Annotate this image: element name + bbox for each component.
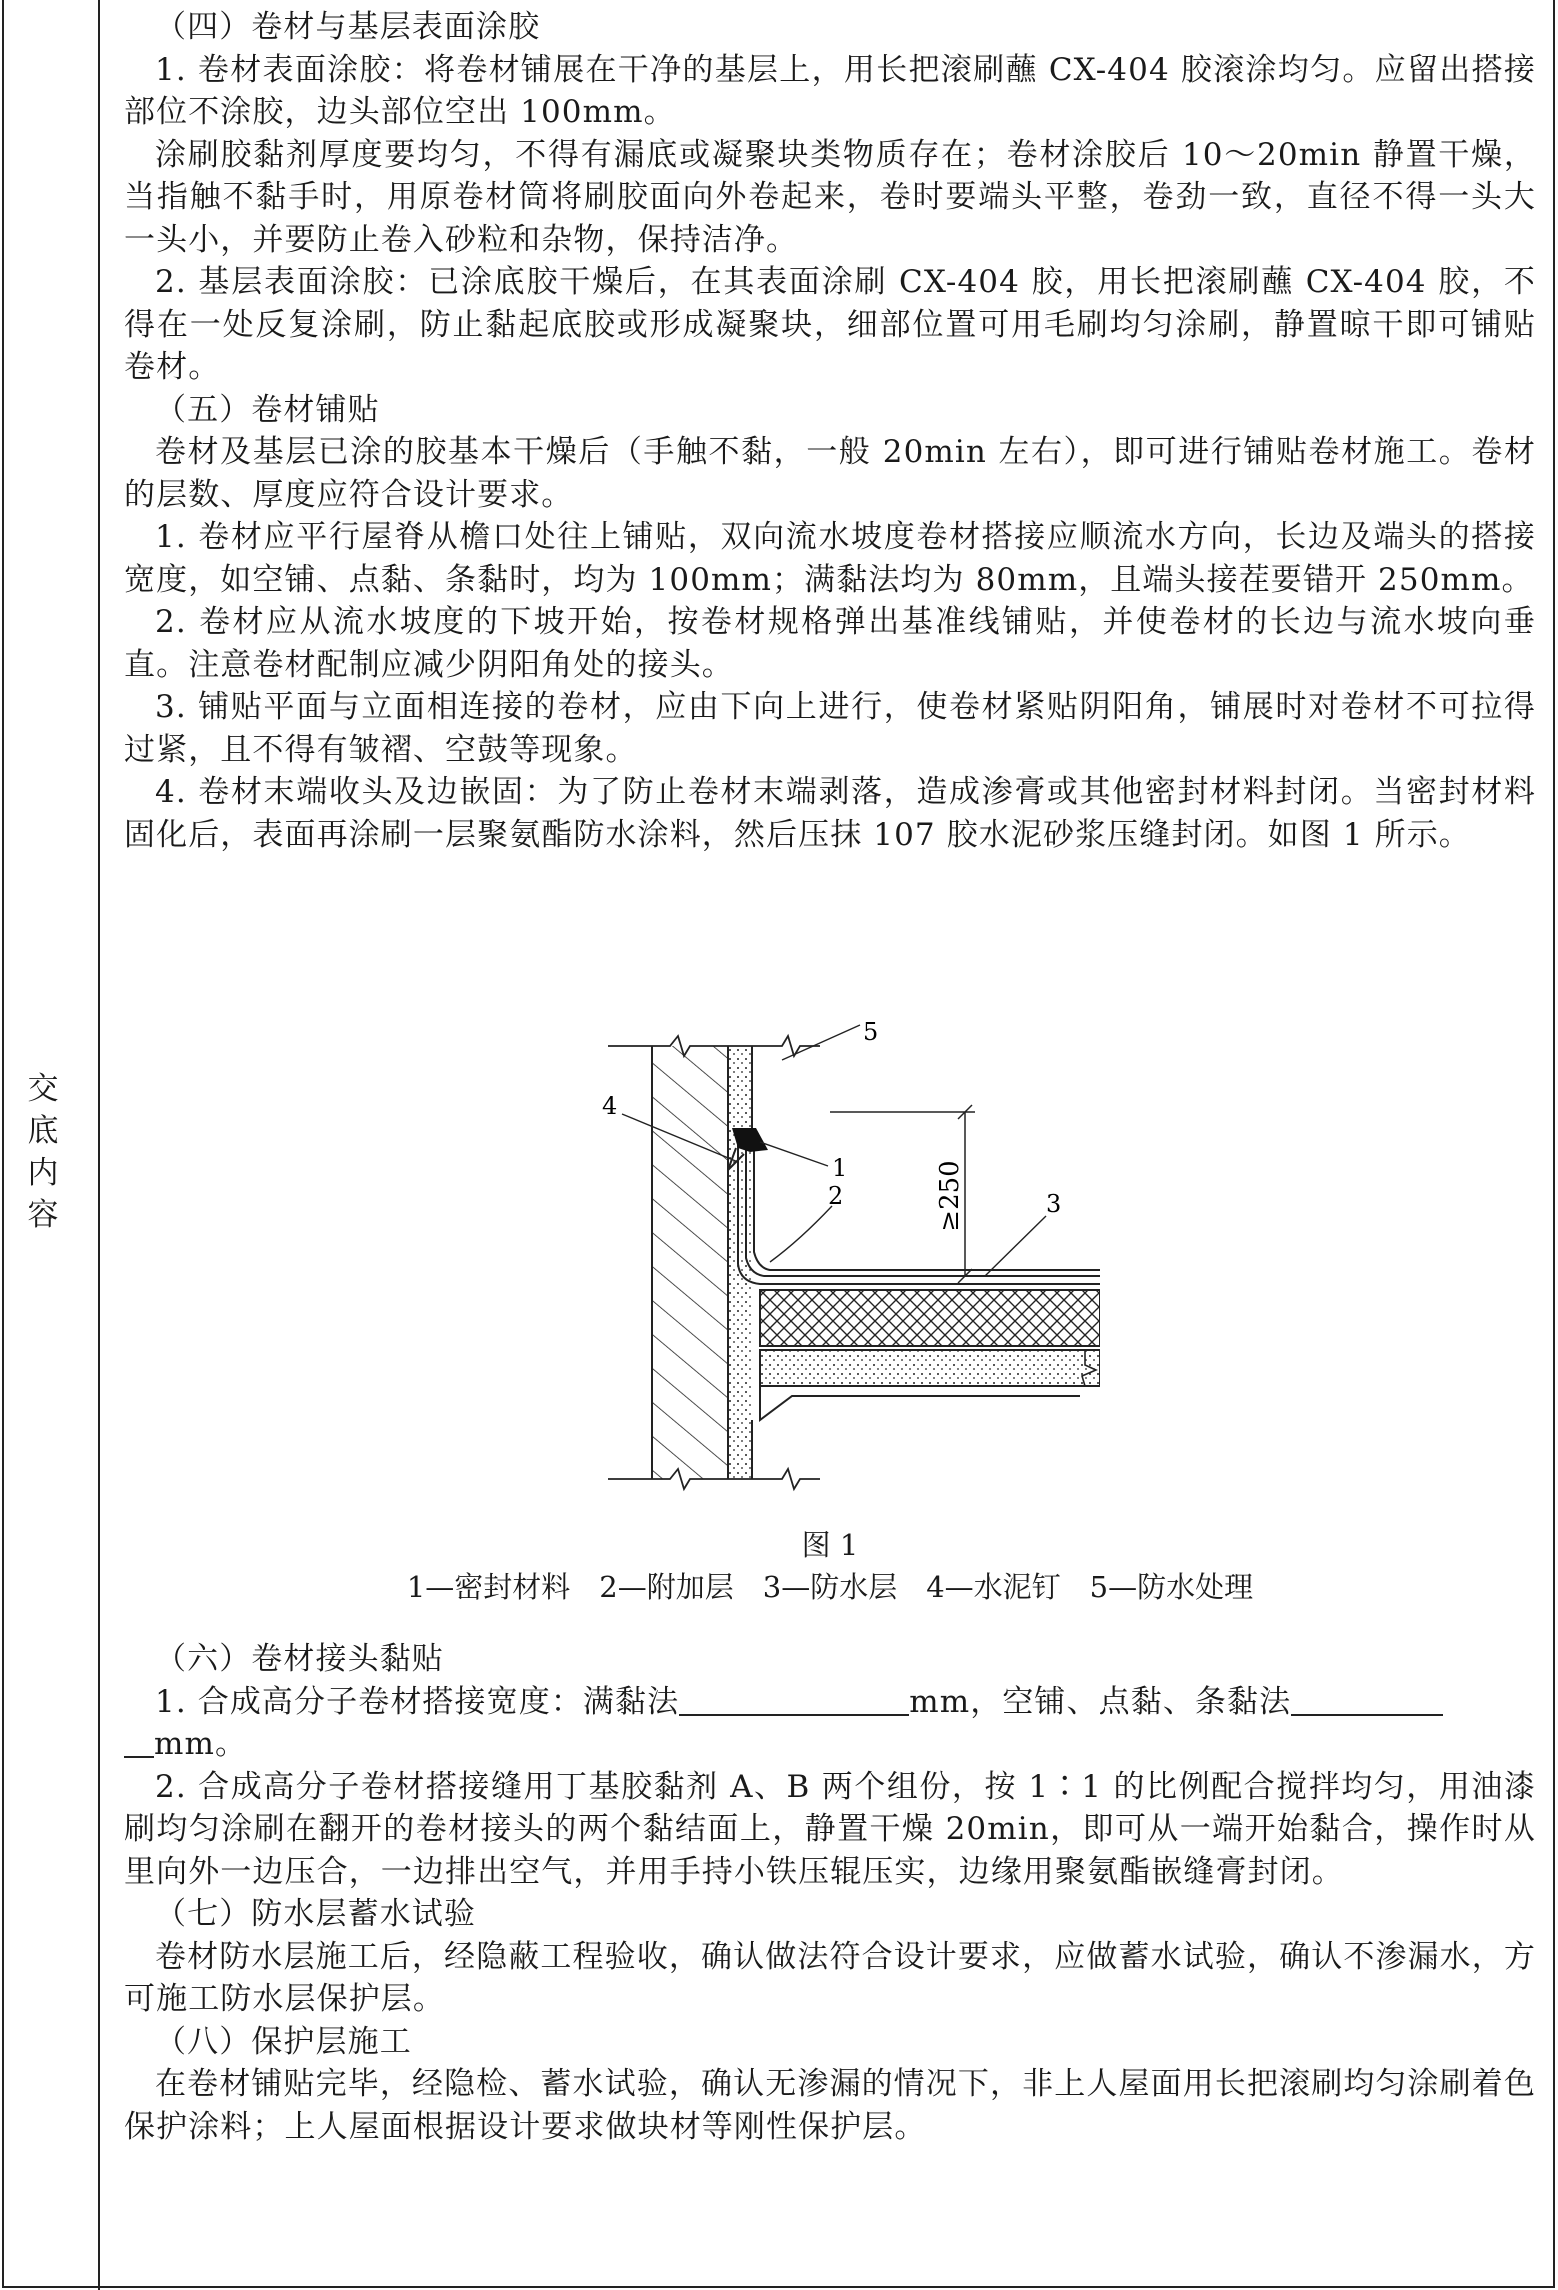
- section-4-paragraph: 涂刷胶黏剂厚度要均匀，不得有漏底或凝聚块类物质存在；卷材涂胶后 10～20min 静置干燥，当指触不黏手时，用原卷材筒将刷胶面向外卷起来，卷时要端头平整，卷劲一致，直径不得一头大一头小，并要防止卷入砂粒和杂物，保持洁净。: [124, 136, 1536, 258]
- section-7-paragraph: 卷材防水层施工后，经隐蔽工程验收，确认做法符合设计要求，应做蓄水试验，确认不渗漏水，方可施工防水层保护层。: [124, 1938, 1536, 2017]
- figure-1-diagram: [560, 1020, 1100, 1505]
- callout-1: 1: [832, 1154, 848, 1182]
- section-5-heading: （五）卷材铺贴: [155, 391, 380, 428]
- section-7-heading: （七）防水层蓄水试验: [155, 1896, 476, 1932]
- section-6-heading: （六）卷材接头黏贴: [155, 1641, 444, 1677]
- dimension-label: ≥250: [935, 1160, 965, 1232]
- fill-in-blank[interactable]: [679, 1684, 909, 1716]
- section-5-paragraph: 3. 铺贴平面与立面相连接的卷材，应由下向上进行，使卷材紧贴阴阳角，铺展时对卷材不可拉得过紧，且不得有皱褶、空鼓等现象。: [124, 689, 1536, 768]
- column-divider: [98, 0, 100, 2290]
- callout-3: 3: [1046, 1190, 1062, 1218]
- fill-in-blank[interactable]: [124, 1726, 154, 1758]
- roof-slab: [760, 1350, 1100, 1386]
- wall-hatching: [652, 1046, 728, 1479]
- side-label: [20, 1068, 66, 1236]
- fill-text: 1. 合成高分子卷材搭接宽度：满黏法: [155, 1683, 680, 1720]
- side-label-char: 交: [27, 1071, 59, 1107]
- section-6-paragraph: 2. 合成高分子卷材搭接缝用丁基胶黏剂 A、B 两个组份，按 1∶1 的比例配合搅拌均匀，用油漆刷均匀涂刷在翻开的卷材接头的两个黏结面上，静置干燥 20min，即可从一端开始黏合，操作时从里向外一边压合，一边排出空气，并用手持小铁压辊压实，边缘用聚氨酯嵌缝膏封闭。: [124, 1768, 1536, 1890]
- section-6-paragraph: [124, 1681, 1536, 1766]
- fill-text: mm。: [154, 1726, 248, 1762]
- insulation-layer: [760, 1290, 1100, 1346]
- section-5-paragraph: 4. 卷材末端收头及边嵌固：为了防止卷材末端剥落，造成渗膏或其他密封材料封闭。当密封材料固化后，表面再涂刷一层聚氨酯防水涂料，然后压抹 107 胶水泥砂浆压缝封闭。如图 1 所示。: [124, 774, 1536, 853]
- side-label-char: 容: [27, 1197, 59, 1233]
- figure-legend: 1—密封材料 2—附加层 3—防水层 4—水泥钉 5—防水处理: [406, 1570, 1254, 1604]
- fill-in-blank[interactable]: [1291, 1684, 1443, 1716]
- section-8-paragraph: 在卷材铺贴完毕，经隐检、蓄水试验，确认无渗漏的情况下，非上人屋面用长把滚刷均匀涂刷着色保护涂料；上人屋面根据设计要求做块材等刚性保护层。: [124, 2066, 1536, 2145]
- callout-5: 5: [863, 1020, 879, 1046]
- callout-4: 4: [602, 1092, 618, 1120]
- fill-text: mm，空铺、点黏、条黏法: [909, 1683, 1292, 1720]
- section-4-heading: （四）卷材与基层表面涂胶: [155, 9, 541, 45]
- section-4-paragraph: 1. 卷材表面涂胶：将卷材铺展在干净的基层上，用长把滚刷蘸 CX-404 胶滚涂均匀。应留出搭接部位不涂胶，边头部位空出 100mm。: [124, 51, 1536, 130]
- side-label-char: 底: [27, 1113, 59, 1149]
- main-content-top: [124, 6, 1536, 856]
- section-5-paragraph: 2. 卷材应从流水坡度的下坡开始，按卷材规格弹出基准线铺贴，并使卷材的长边与流水坡向垂直。注意卷材配制应减少阴阳角处的接头。: [124, 604, 1536, 683]
- figure-caption: [124, 1524, 1536, 1608]
- callout-2: 2: [828, 1182, 844, 1210]
- figure-title: 图 1: [801, 1528, 859, 1562]
- section-5-paragraph: 1. 卷材应平行屋脊从檐口处往上铺贴，双向流水坡度卷材搭接应顺流水方向，长边及端头的搭接宽度，如空铺、点黏、条黏时，均为 100mm；满黏法均为 80mm，且端头接茬要错开 250mm。: [124, 519, 1536, 598]
- section-4-paragraph: 2. 基层表面涂胶：已涂底胶干燥后，在其表面涂刷 CX-404 胶，用长把滚刷蘸 CX-404 胶，不得在一处反复涂刷，防止黏起底胶或形成凝聚块，细部位置可用毛刷均匀涂刷，静置晾干即可铺贴卷材。: [124, 264, 1536, 385]
- section-5-paragraph: 卷材及基层已涂的胶基本干燥后（手触不黏，一般 20min 左右），即可进行铺贴卷材施工。卷材的层数、厚度应符合设计要求。: [124, 434, 1536, 513]
- main-content-bottom: [124, 1638, 1536, 2148]
- side-label-char: 内: [27, 1155, 59, 1191]
- section-8-heading: （八）保护层施工: [155, 2023, 412, 2060]
